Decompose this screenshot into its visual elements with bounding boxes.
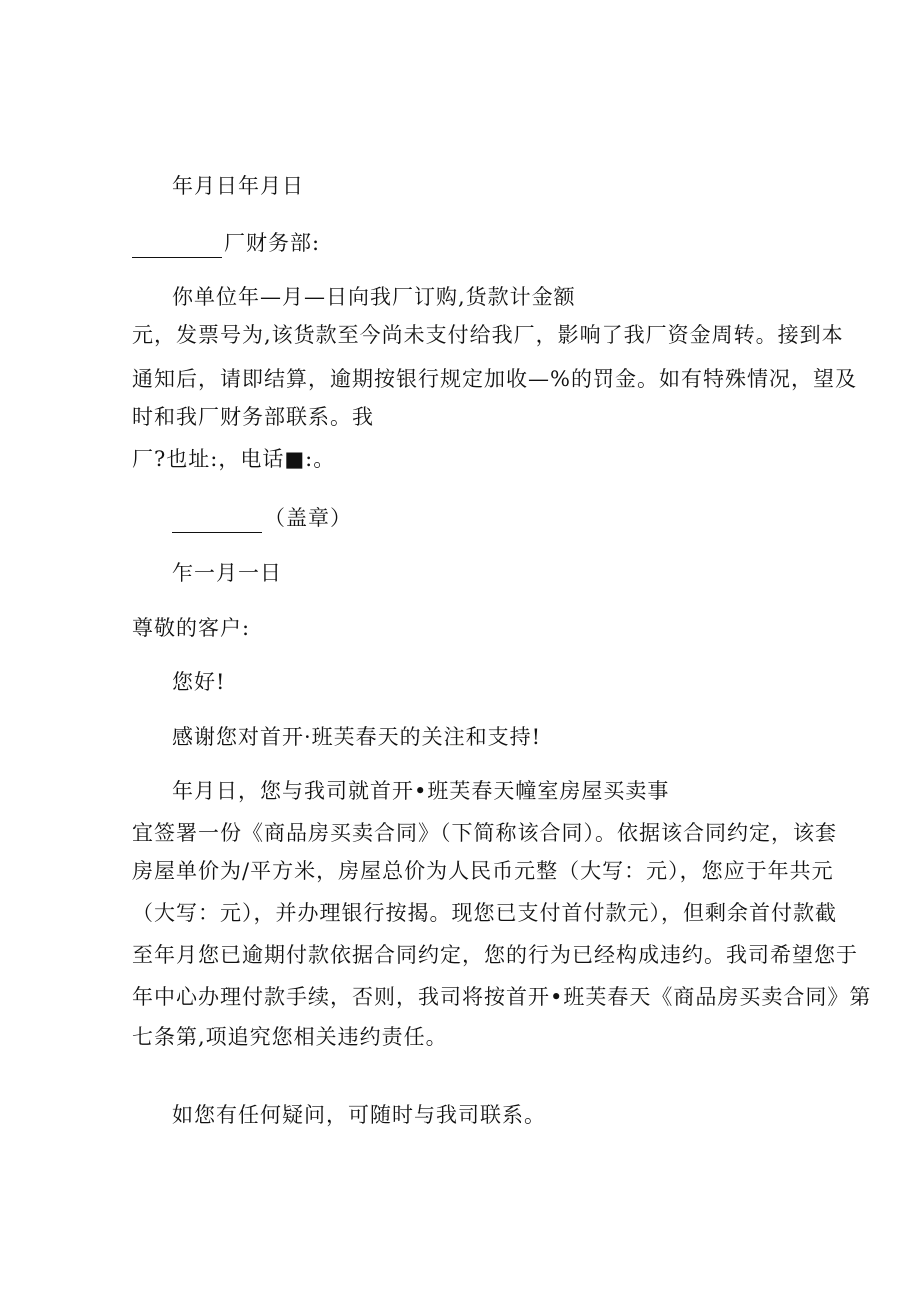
- letter-body-line: 七条第,项追究您相关违约责任。: [132, 1025, 448, 1049]
- seal-blank: [172, 510, 262, 533]
- notice-date-line: 年月日年月日: [172, 174, 304, 198]
- letter-body-line: 房屋单价为/平方米，房屋总价为人民币元整（大写：元），您应于年共元: [132, 859, 834, 883]
- notice-addressee-line: [132, 228, 320, 258]
- letter-body-line: 至年月您已逾期付款依据合同约定，您的行为已经构成违约。我司希望您于: [132, 943, 858, 967]
- notice-body-line: 你单位年—月—日向我厂订购,货款计金额: [172, 285, 576, 309]
- notice-body-line: 通知后，请即结算，逾期按银行规定加收—%的罚金。如有特殊情况，望及: [132, 367, 857, 391]
- letter-thanks: 感谢您对首开·班芙春天的关注和支持!: [172, 725, 542, 749]
- letter-salutation: 尊敬的客户:: [132, 616, 251, 640]
- letter-body-line: 宜签署一份《商品房买卖合同》（下简称该合同）。依据该合同约定，该套: [132, 821, 837, 845]
- notice-body-line: 厂?也址:，电话■:。: [132, 447, 336, 471]
- notice-addressee: 厂财务部:: [224, 231, 321, 255]
- notice-sign-date: 乍一月一日: [172, 561, 282, 585]
- notice-body-line: 元，发票号为,该货款至今尚未支付给我厂，影响了我厂资金周转。接到本: [132, 323, 844, 347]
- letter-body-line: （大写：元），并办理银行按揭。现您已支付首付款元），但剩余首付款截: [132, 901, 837, 925]
- letter-closing: 如您有任何疑问，可随时与我司联系。: [172, 1103, 546, 1127]
- notice-body-line: 时和我厂财务部联系。我: [132, 405, 374, 429]
- letter-body-line: 年月日，您与我司就首开•班芙春天幢室房屋买卖事: [172, 779, 670, 803]
- letter-body-line: 年中心办理付款手续，否则，我司将按首开•班芙春天《商品房买卖合同》第: [132, 985, 872, 1009]
- seal-line: [172, 503, 352, 533]
- letter-greeting: 您好!: [172, 670, 226, 694]
- addressee-blank: [132, 235, 222, 258]
- seal-label: （盖章）: [264, 506, 352, 530]
